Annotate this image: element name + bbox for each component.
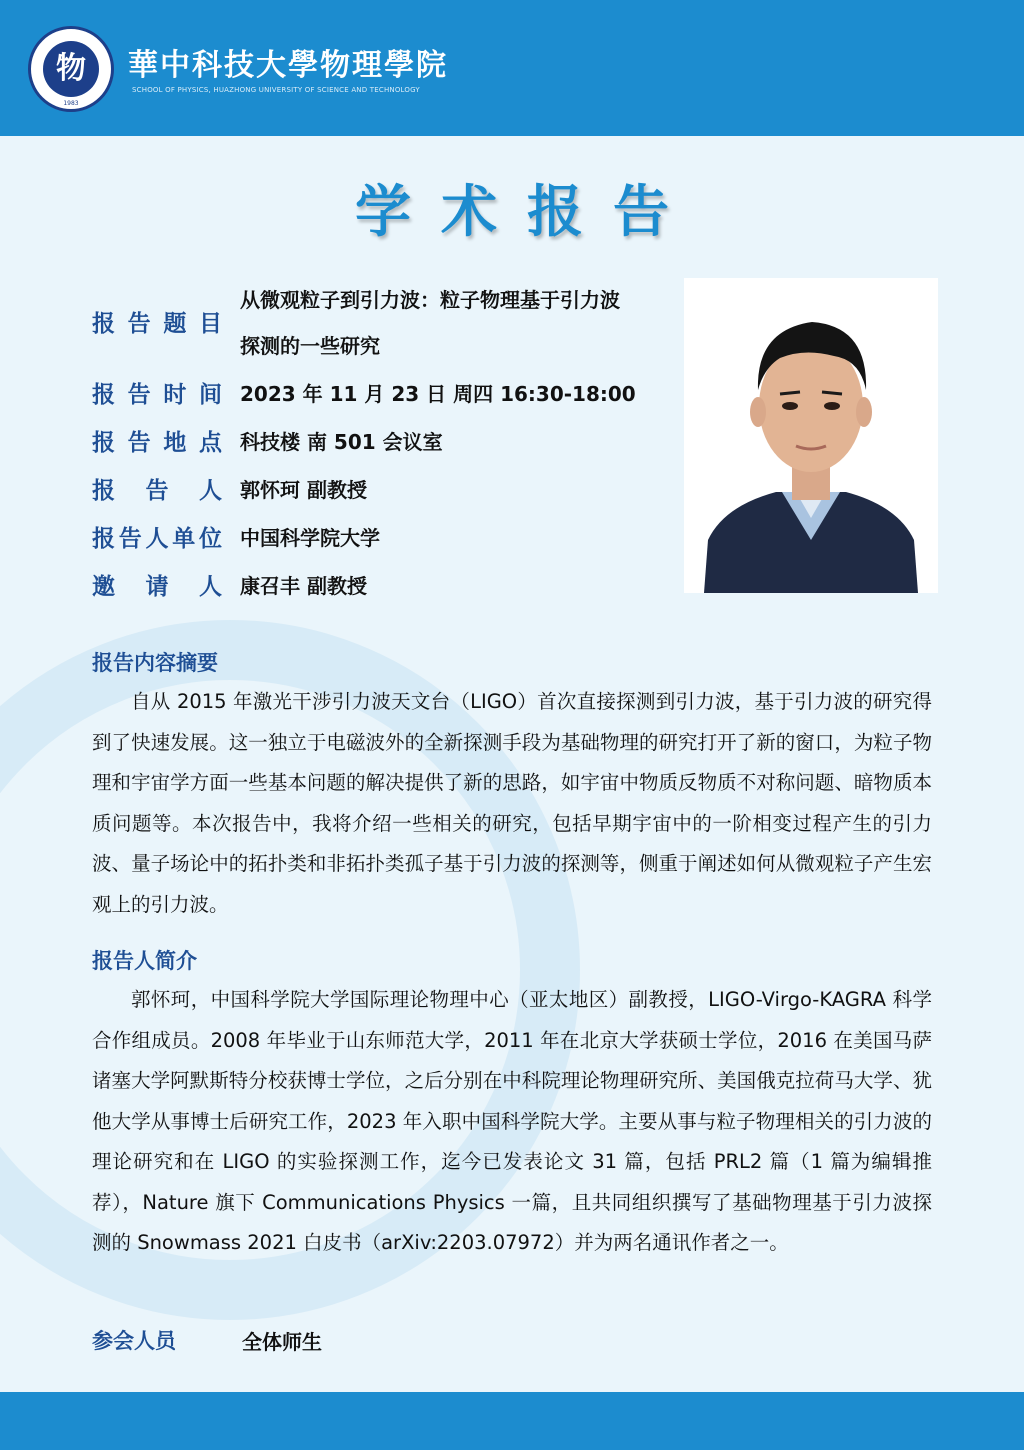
- place-value: 科技楼 南 501 会议室: [240, 430, 443, 454]
- header-banner: [0, 0, 1024, 136]
- seal-year: 1983: [63, 100, 79, 107]
- host-value: 康召丰 副教授: [240, 574, 367, 598]
- affiliation-label: 报告人单位: [92, 526, 222, 552]
- abstract-heading: 报告内容摘要: [92, 651, 218, 675]
- topic-line-2: 探测的一些研究: [240, 334, 380, 358]
- topic-line-1: 从微观粒子到引力波：粒子物理基于引力波: [240, 288, 620, 312]
- time-value: 2023 年 11 月 23 日 周四 16:30-18:00: [240, 382, 636, 406]
- speaker-label: 报告人: [92, 478, 222, 504]
- school-name-english: SCHOOL OF PHYSICS, HUAZHONG UNIVERSITY OF SCIENCE AND TECHNOLOGY: [132, 86, 420, 94]
- speaker-value: 郭怀珂 副教授: [240, 478, 367, 502]
- abstract-text: 自从 2015 年激光干涉引力波天文台（LIGO）首次直接探测到引力波，基于引力波的研究得到了快速发展。这一独立于电磁波外的全新探测手段为基础物理的研究打开了新的窗口，为粒子物理和宇宙学方面一些基本问题的解决提供了新的思路，如宇宙中物质反物质不对称问题、暗物质本质问题等。本次报告中，我将介绍一些相关的研究，包括早期宇宙中的一阶相变过程产生的引力波、量子场论中的拓扑类和非拓扑类孤子基于引力波的探测等，侧重于阐述如何从微观粒子产生宏观上的引力波。: [92, 690, 932, 916]
- seal-glyph: 物: [56, 51, 86, 86]
- school-seal-logo: [28, 26, 114, 112]
- attendees-label: 参会人员: [92, 1329, 176, 1353]
- topic-label: 报告题目: [92, 311, 222, 337]
- speaker-photo: [684, 278, 938, 593]
- footer-banner: [0, 1392, 1024, 1450]
- place-label: 报告地点: [92, 430, 222, 456]
- bio-text: 郭怀珂，中国科学院大学国际理论物理中心（亚太地区）副教授，LIGO-Virgo-KAGRA 科学合作组成员。2008 年毕业于山东师范大学，2011 年在北京大学获硕士学位，2016 在美国马萨诸塞大学阿默斯特分校获博士学位，之后分别在中科院理论物理研究所、美国俄克拉荷马大学、犹他大学从事博士后研究工作，2023 年入职中国科学院大学。主要从事与粒子物理相关的引力波的理论研究和在 LIGO 的实验探测工作，迄今已发表论文 31 篇，包括 PRL2 篇（1 篇为编辑推荐），Nature 旗下 Communications Physics 一篇，且共同组织撰写了基础物理基于引力波探测的 Snowmass 2021 白皮书（arXiv:2203.07972）并为两名通讯作者之一。: [92, 988, 932, 1254]
- document-title: 学术报告: [355, 179, 699, 245]
- speaker-portrait-image: [684, 278, 938, 593]
- host-label: 邀请人: [92, 574, 222, 600]
- school-name: 華中科技大學物理學院: [128, 48, 448, 83]
- bio-heading: 报告人简介: [92, 949, 197, 973]
- attendees-value: 全体师生: [242, 1330, 322, 1354]
- affiliation-value: 中国科学院大学: [240, 526, 380, 550]
- time-label: 报告时间: [92, 382, 222, 408]
